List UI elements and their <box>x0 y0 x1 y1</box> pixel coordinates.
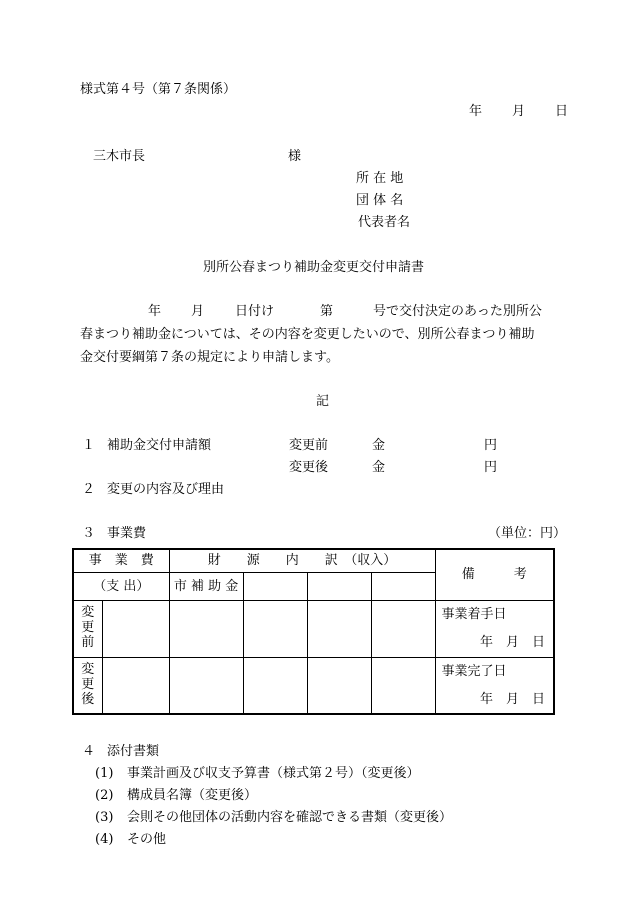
before-char: 前 <box>81 634 95 650</box>
body-year: 年 <box>148 304 162 319</box>
end-date-label: 事業完了日 <box>435 657 554 685</box>
budget-table <box>72 548 555 715</box>
after-char: 後 <box>81 691 95 707</box>
table-blank-cell <box>307 600 371 657</box>
body-line2: 春まつり補助金については、その内容を変更したいので、別所公春まつり補助 <box>80 327 535 342</box>
after-char: 更 <box>81 676 95 692</box>
item3-label: 事業費 <box>107 526 147 541</box>
body-line1-text: 号で交付決定のあった別所公 <box>373 304 542 319</box>
before-char: 更 <box>81 620 95 636</box>
item1-number: １ <box>82 438 96 453</box>
item1-before-label: 変更前 <box>289 438 329 453</box>
item4-number: ４ <box>82 744 96 759</box>
attachment-num: (2) <box>95 788 114 803</box>
body-day-dated: 日付け <box>235 304 275 319</box>
date-month-label: 月 <box>512 104 526 119</box>
item1-label: 補助金交付申請額 <box>107 438 212 453</box>
attachment-num: (1) <box>95 766 114 781</box>
item3-unit: （単位：円） <box>488 526 567 541</box>
date-year-label: 年 <box>469 104 483 119</box>
item1-before-yen: 円 <box>484 438 498 453</box>
ki-mark: 記 <box>316 394 330 409</box>
after-hojokin-cell <box>169 657 243 714</box>
table-blank-cell <box>243 657 307 714</box>
item1-after-yen: 円 <box>484 460 498 475</box>
form-number: 様式第４号（第７条関係） <box>80 82 237 97</box>
after-row-label <box>73 657 102 714</box>
start-date-label: 事業着手日 <box>435 600 554 629</box>
end-date-ymd: 年 月 日 <box>435 685 554 714</box>
after-shishutsu-cell <box>102 657 169 714</box>
shihojokin-header: 市 補 助 金 <box>169 572 243 600</box>
applicant-org-label: 団 体 名 <box>356 193 404 208</box>
before-char: 変 <box>81 605 95 621</box>
item1-before-kin: 金 <box>372 438 386 453</box>
body-dai: 第 <box>320 304 334 319</box>
addressee-name: 三木市長 <box>93 149 146 164</box>
body-line3: 金交付要綱第７条の規定により申請します。 <box>80 350 339 365</box>
applicant-address-label: 所 在 地 <box>356 171 404 186</box>
item2-number: ２ <box>82 482 96 497</box>
body-month: 月 <box>191 304 205 319</box>
table-blank-cell <box>307 657 371 714</box>
addressee-honorific: 様 <box>288 149 302 164</box>
table-blank-cell <box>371 600 435 657</box>
attachment-text: その他 <box>127 832 167 847</box>
attachment-num: (3) <box>95 810 114 825</box>
item2-label: 変更の内容及び理由 <box>107 482 225 497</box>
applicant-rep-label: 代表者名 <box>358 215 411 230</box>
item1-after-kin: 金 <box>372 460 386 475</box>
attachment-num: (4) <box>95 832 114 847</box>
attachment-text: 構成員名簿（変更後） <box>127 788 258 803</box>
table-blank-cell <box>371 572 435 600</box>
document-title: 別所公春まつり補助金変更交付申請書 <box>203 260 425 275</box>
date-day-label: 日 <box>555 104 569 119</box>
table-blank-cell <box>243 600 307 657</box>
attachment-text: 事業計画及び収支予算書（様式第２号）（変更後） <box>127 766 420 781</box>
jigyohi-header: 事 業 費 <box>73 549 169 572</box>
before-hojokin-cell <box>169 600 243 657</box>
item1-after-label: 変更後 <box>289 460 329 475</box>
zaigen-header: 財 源 内 訳 （収入） <box>169 549 435 572</box>
attachment-text: 会則その他団体の活動内容を確認できる書類（変更後） <box>127 810 453 825</box>
shishutsu-header: （支 出） <box>73 572 169 600</box>
after-char: 変 <box>81 661 95 677</box>
table-blank-cell <box>243 572 307 600</box>
table-blank-cell <box>371 657 435 714</box>
item4-label: 添付書類 <box>107 744 160 759</box>
item3-number: ３ <box>82 526 96 541</box>
biko-header: 備 考 <box>435 549 554 600</box>
table-blank-cell <box>307 572 371 600</box>
before-row-label <box>73 600 102 657</box>
before-shishutsu-cell <box>102 600 169 657</box>
start-date-ymd: 年 月 日 <box>435 629 554 657</box>
